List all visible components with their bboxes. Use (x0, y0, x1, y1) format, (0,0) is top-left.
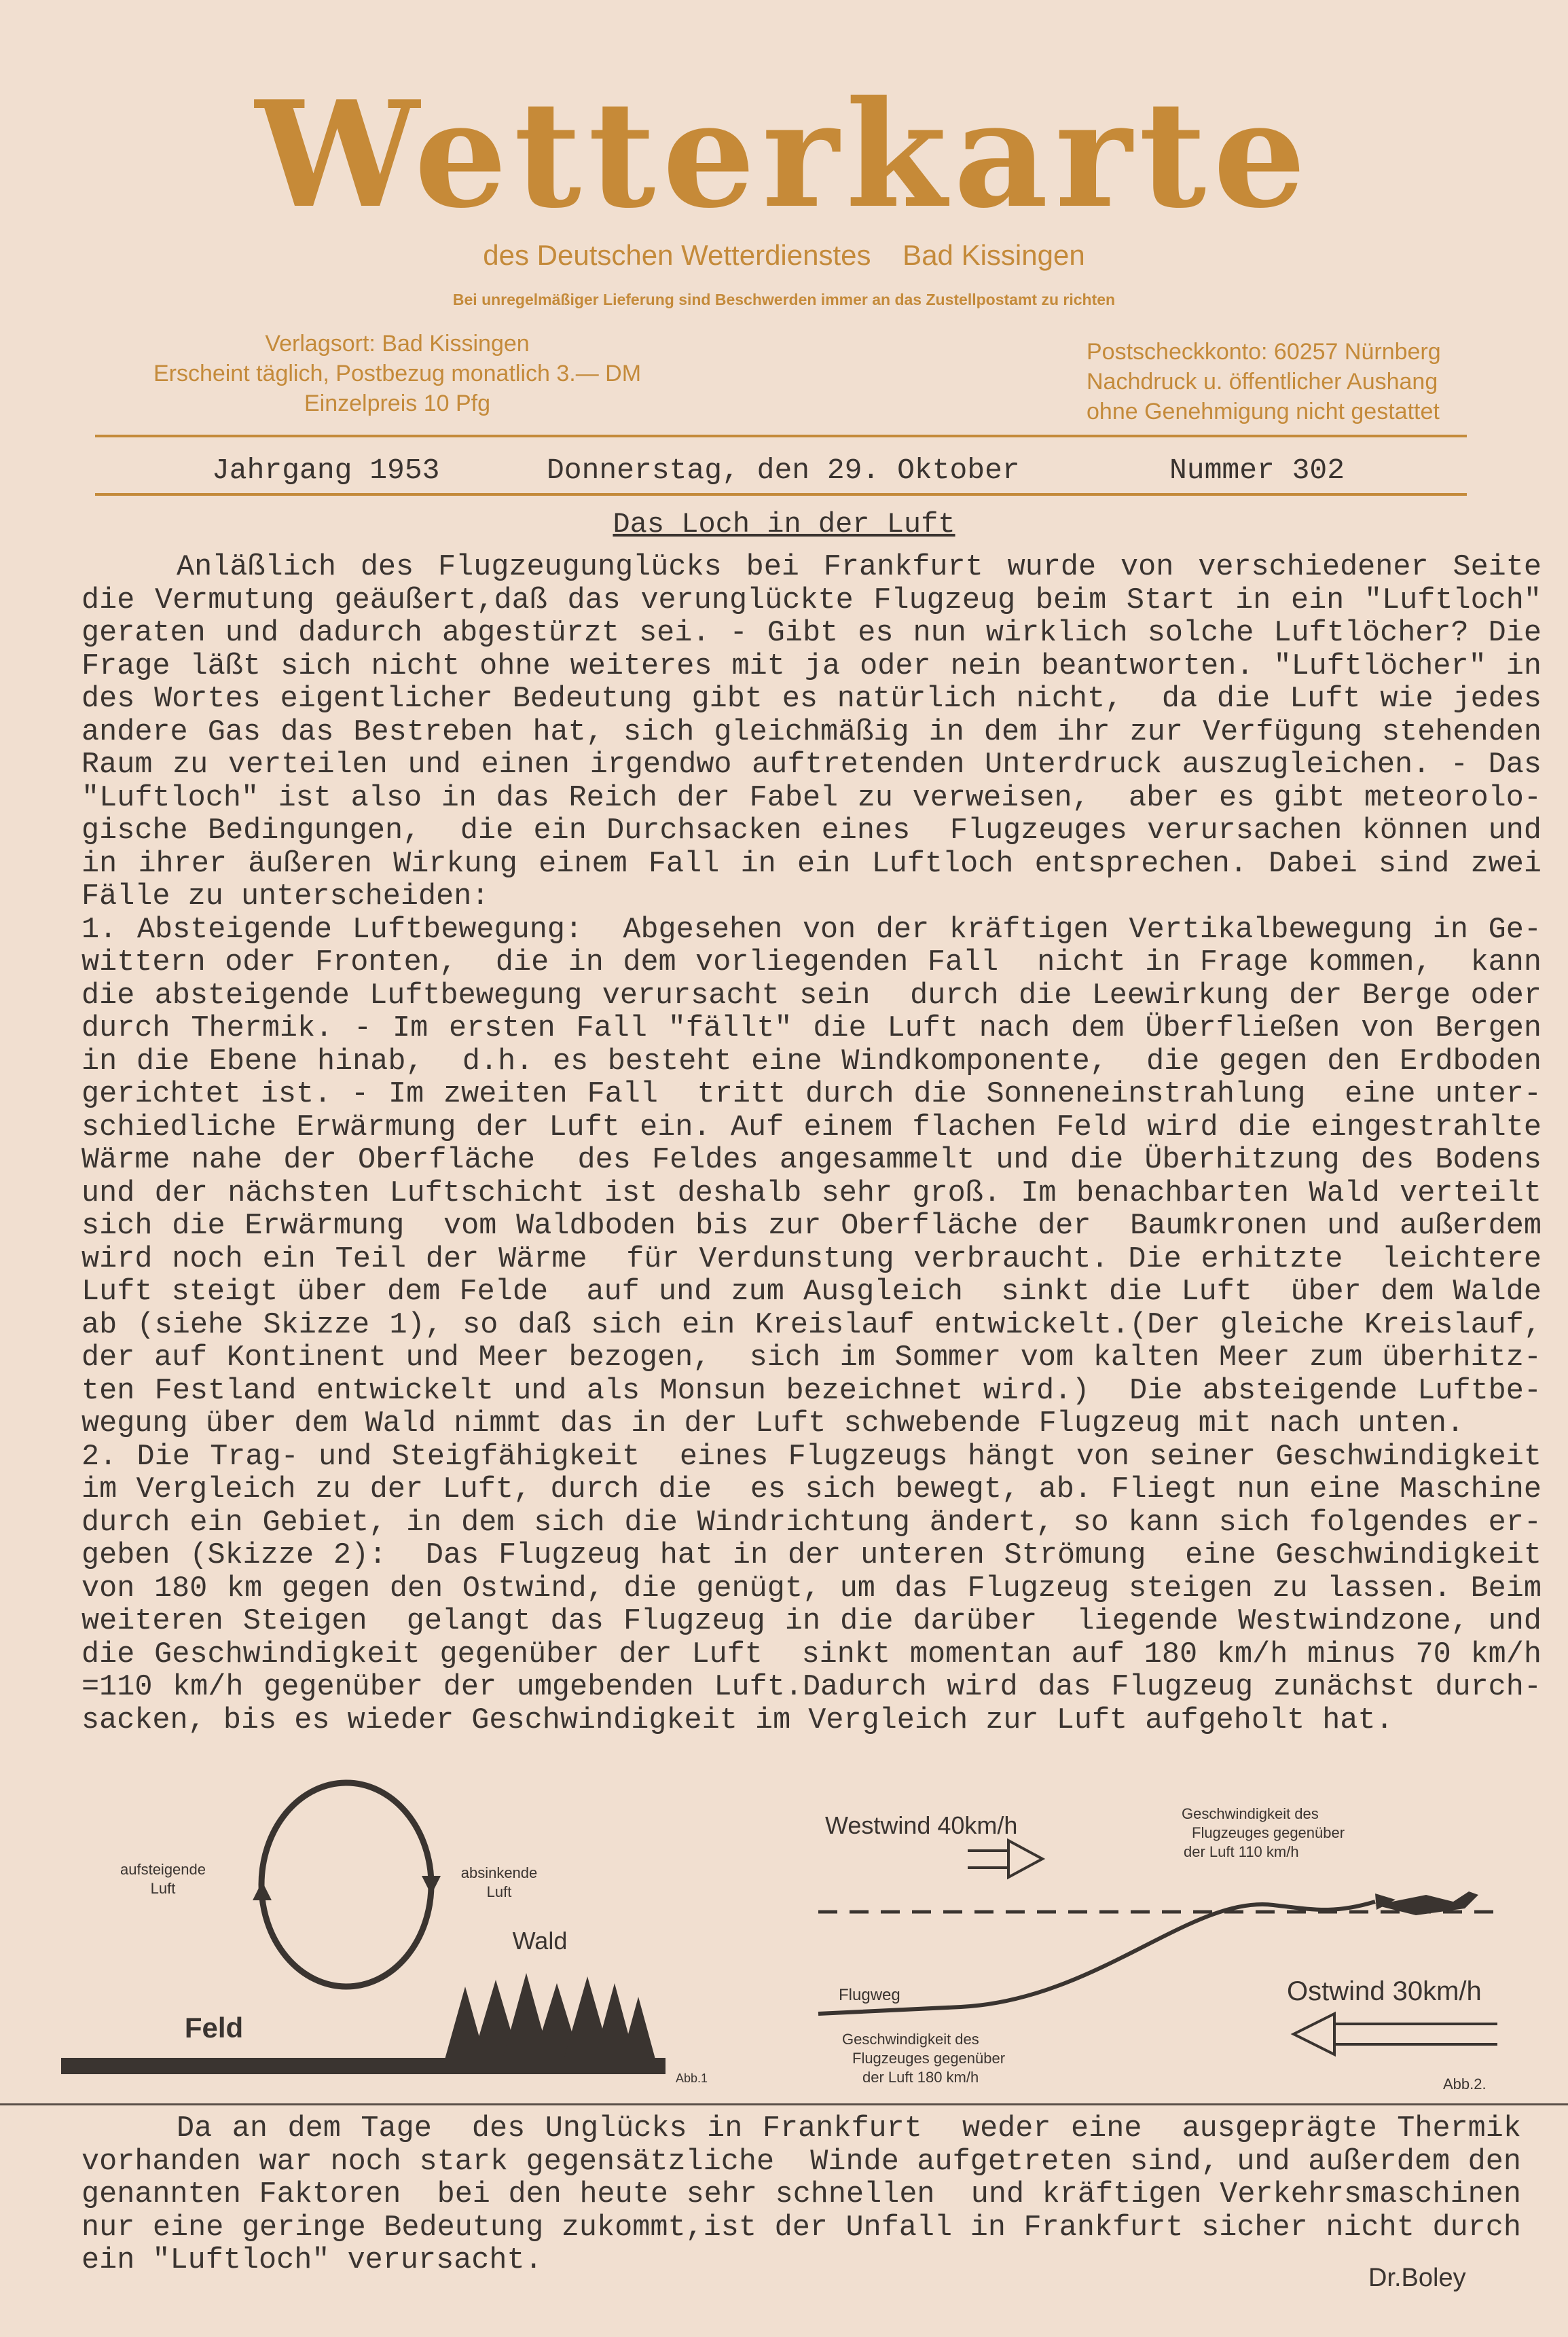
article-body (81, 551, 1542, 1737)
flightpath-label: Flugweg (839, 1986, 900, 2004)
article-line: von 180 km gegen den Ostwind, die genügt, um das Flugzeug steigen zu lassen. Beim (81, 1572, 1542, 1606)
westwind-arrow (968, 1841, 1042, 1877)
article-line: 2. Die Trag- und Steigfähigkeit eines Flugzeugs hängt von seiner Geschwindigkeit (81, 1440, 1542, 1474)
article-headline: Das Loch in der Luft (613, 508, 955, 541)
closing-line: nur eine geringe Bedeutung zukommt,ist der Unfall in Frankfurt sicher nicht durch (81, 2211, 1521, 2245)
account-line: ohne Genehmigung nicht gestattet (1087, 399, 1440, 424)
rule-bottom (95, 493, 1467, 496)
article-line: durch Thermik. - Im ersten Fall "fällt" die Luft nach dem Überfließen von Bergen (81, 1012, 1542, 1045)
article-line: Anläßlich des Flugzeugunglücks bei Frankfurt wurde von verschiedener Seite (177, 551, 1542, 584)
sketch-1-caption: Abb.1 (676, 2071, 708, 2085)
circulation-loop (261, 1783, 431, 1987)
sketch-1 (61, 1779, 727, 2099)
ostwind-label: Ostwind 30km/h (1287, 1976, 1482, 2006)
rising-label: aufsteigende (120, 1861, 206, 1878)
closing-line: genannten Faktoren bei den heute sehr schnellen und kräftigen Verkehrsmaschinen (81, 2178, 1521, 2211)
article-line: gerichtet ist. - Im zweiten Fall tritt durch die Sonneneinstrahlung eine unter- (81, 1078, 1542, 1111)
article-line: Raum zu verteilen und einen irgendwo auftretenden Unterdruck auszugleichen. - Das (81, 748, 1542, 782)
date-label: Donnerstag, den 29. Oktober (547, 454, 1020, 487)
article-line: schiedliche Erwärmung der Luft ein. Auf einem flachen Feld wird die eingestrahlte (81, 1110, 1542, 1144)
article-line: "Luftloch" ist also in das Reich der Fabel zu verweisen, aber es gibt meteorolo- (81, 781, 1542, 815)
article-line: weiteren Steigen gelangt das Flugzeug in die darüber liegende Westwindzone, und (81, 1605, 1542, 1638)
speed-bottom-label: Flugzeuges gegenüber (852, 2050, 1006, 2067)
closing-paragraph (81, 2112, 1521, 2277)
article-line: wegung über dem Wald nimmt das in der Luft schwebende Flugzeug mit nach unten. (81, 1407, 1465, 1441)
speed-bottom-label: Geschwindigkeit des (842, 2031, 979, 2048)
article-line: und der nächsten Luftschicht ist deshalb sehr groß. Im benachbarten Wald verteilt (81, 1176, 1542, 1210)
article-line: Wärme nahe der Oberfläche des Feldes angesammelt und die Überhitzung des Bodens (81, 1144, 1542, 1177)
article-line: die Vermutung geäußert,daß das verunglückte Flugzeug beim Start in ein "Luftloch" (81, 583, 1542, 617)
article-line: gische Bedingungen, die ein Durchsacken eines Flugzeuges verursachen können und (81, 814, 1542, 848)
masthead-subtitle: des Deutschen Wetterdienstes Bad Kissingen (483, 239, 1085, 271)
article-line: Frage läßt sich nicht ohne weiteres mit ja oder nein beantworten. "Luftlöcher" in (81, 649, 1542, 683)
speed-top-label: Flugzeuges gegenüber (1192, 1824, 1345, 1841)
publisher-line: Einzelpreis 10 Pfg (304, 391, 491, 416)
article-line: Fälle zu unterscheiden: (81, 880, 490, 913)
publisher-line: Verlagsort: Bad Kissingen (265, 331, 530, 357)
article-line: 1. Absteigende Luftbewegung: Abgesehen von der kräftigen Vertikalbewegung in Ge- (81, 913, 1542, 947)
article-line: sacken, bis es wieder Geschwindigkeit im Vergleich zur Luft aufgeholt hat. (81, 1703, 1393, 1737)
article-line: Luft steigt über dem Felde auf und zum Ausgleich sinkt die Luft über dem Walde (81, 1275, 1542, 1309)
article-line: =110 km/h gegenüber der umgebenden Luft.Dadurch wird das Flugzeug zunächst durch- (81, 1671, 1542, 1704)
delivery-notice: Bei unregelmäßiger Lieferung sind Beschwerden immer an das Zustellpostamt zu richten (452, 291, 1116, 308)
issue-number: Nummer 302 (1169, 454, 1345, 487)
sinking-label: Luft (486, 1883, 512, 1900)
arrow-up (253, 1881, 272, 1900)
sinking-label: absinkende (460, 1864, 538, 1881)
speed-bottom-label: der Luft 180 km/h (862, 2069, 979, 2086)
masthead-title: Wetterkarte (255, 69, 1313, 240)
article-line: sich die Erwärmung vom Waldboden bis zur Oberfläche der Baumkronen und außerdem (81, 1210, 1542, 1243)
volume-label: Jahrgang 1953 (212, 454, 440, 487)
sketch-2 (812, 1793, 1518, 2105)
closing-line: vorhanden war noch stark gegensätzliche Winde aufgetreten sind, und außerdem den (81, 2145, 1521, 2179)
article-line: die Geschwindigkeit gegenüber der Luft sinkt momentan auf 180 km/h minus 70 km/h (81, 1637, 1542, 1671)
publisher-line: Erscheint täglich, Postbezug monatlich 3.— DM (153, 361, 642, 386)
arrow-down (422, 1876, 441, 1895)
publisher-info (119, 329, 676, 418)
article-line: in ihrer äußeren Wirkung einem Fall in ein Luftloch entsprechen. Dabei sind zwei (81, 847, 1542, 881)
speed-top-label: Geschwindigkeit des (1182, 1805, 1319, 1822)
article-line: geraten und dadurch abgestürzt sei. - Gibt es nun wirklich solche Luftlöcher? Die (81, 617, 1542, 650)
closing-line: Da an dem Tage des Unglücks in Frankfurt weder eine ausgeprägte Thermik (177, 2112, 1521, 2145)
field-ground (61, 2058, 666, 2074)
article-line: die absteigende Luftbewegung verursacht sein durch die Leewirkung der Berge oder (81, 979, 1542, 1013)
closing-line: ein "Luftloch" verursacht. (81, 2244, 543, 2277)
article-line: im Vergleich zu der Luft, durch die es sich bewegt, ab. Fliegt nun eine Maschine (81, 1473, 1542, 1506)
article-line: der auf Kontinent und Meer bezogen, sich im Sommer vom kalten Meer zum überhitz- (81, 1341, 1542, 1375)
article-line: wittern oder Fronten, die in dem vorliegenden Fall nicht in Frage kommen, kann (81, 946, 1542, 979)
author-signature: Dr.Boley (1368, 2264, 1466, 2292)
article-line: des Wortes eigentlicher Bedeutung gibt es natürlich nicht, da die Luft wie jedes (81, 683, 1542, 716)
article-line: ab (siehe Skizze 1), so daß sich ein Kreislauf entwickelt.(Der gleiche Kreislauf, (81, 1308, 1542, 1342)
figure-divider (0, 2103, 1568, 2105)
account-info (1087, 337, 1467, 427)
rising-label: Luft (150, 1880, 176, 1897)
sketch-2-caption: Abb.2. (1443, 2076, 1487, 2093)
article-line: wird noch ein Teil der Wärme für Verdunstung verbraucht. Die erhitzte leichtere (81, 1242, 1542, 1276)
field-label: Feld (184, 2012, 244, 2044)
ostwind-arrow (1294, 2014, 1497, 2054)
account-line: Postscheckkonto: 60257 Nürnberg (1087, 339, 1441, 365)
rule-top (95, 435, 1467, 437)
article-line: ten Festland entwickelt und als Monsun bezeichnet wird.) Die absteigende Luftbe- (81, 1374, 1542, 1408)
speed-top-label: der Luft 110 km/h (1184, 1843, 1299, 1860)
article-line: in die Ebene hinab, d.h. es besteht eine Windkomponente, die gegen den Erdboden (81, 1045, 1542, 1079)
forest-label: Wald (512, 1927, 568, 1955)
article-line: durch ein Gebiet, in dem sich die Windrichtung ändert, so kann sich folgendes er- (81, 1506, 1542, 1540)
westwind-label: Westwind 40km/h (825, 1811, 1018, 1839)
article-line: andere Gas das Bestreben hat, sich gleichmäßig in dem ihr zur Verfügung stehenden (81, 715, 1542, 749)
forest-trees (441, 1973, 659, 2071)
account-line: Nachdruck u. öffentlicher Aushang (1087, 369, 1438, 395)
article-line: geben (Skizze 2): Das Flugzeug hat in der unteren Strömung eine Geschwindigkeit (81, 1539, 1542, 1572)
